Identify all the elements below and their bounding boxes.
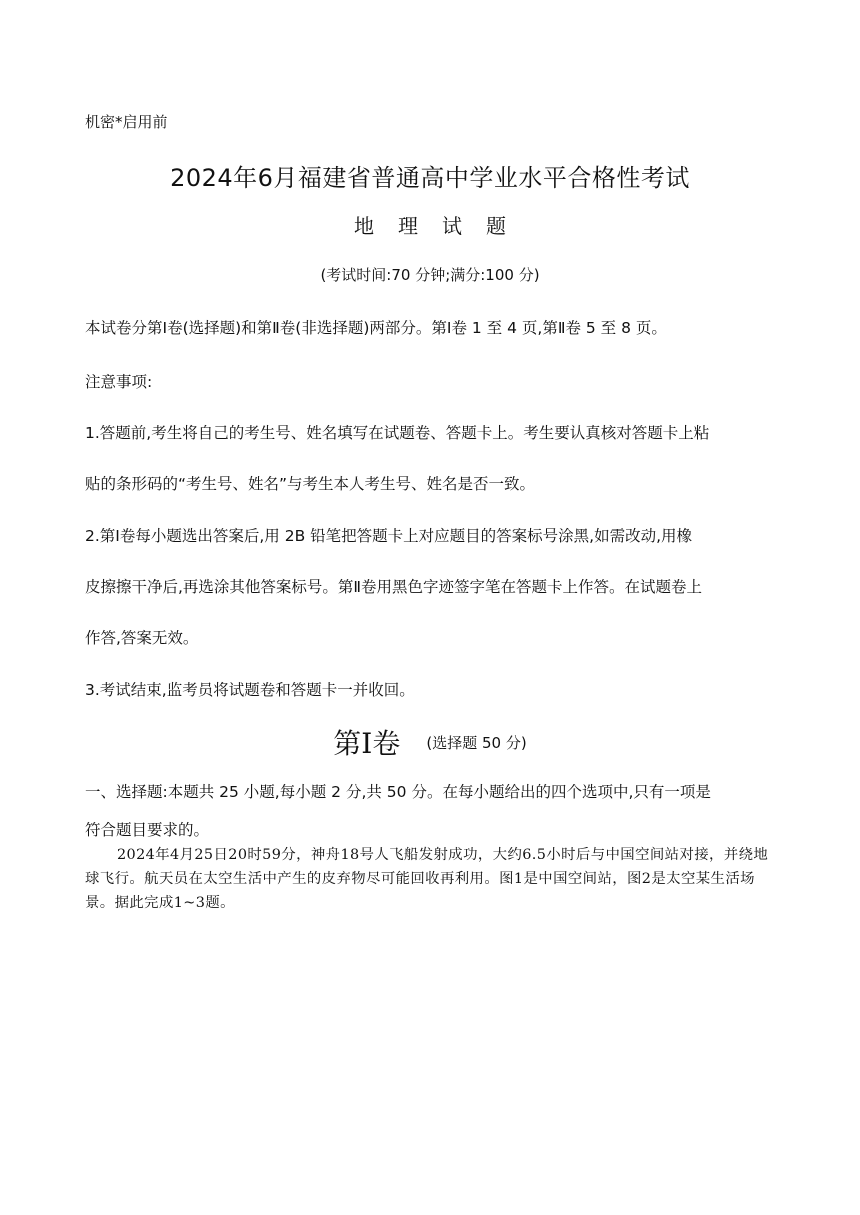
section-subtitle: (选择题 50 分)	[426, 733, 527, 752]
exam-title: 2024年6月福建省普通高中学业水平合格性考试	[170, 164, 690, 192]
instruction-line-2: 符合题目要求的。	[85, 821, 210, 839]
subject-char: 地	[354, 214, 374, 238]
section-heading	[0, 722, 860, 762]
notice-heading: 注意事项:	[85, 373, 153, 391]
notice-item-1-line-2: 贴的条形码的“考生号、姓名”与考生本人考生号、姓名是否一致。	[85, 475, 536, 493]
notice-item-2-line-2: 皮擦擦干净后,再选涂其他答案标号。第Ⅱ卷用黑色字迹签字笔在答题卡上作答。在试题卷上	[85, 578, 703, 596]
section-title: 第Ⅰ卷	[333, 727, 401, 760]
notice-item-2-line-1: 2.第Ⅰ卷每小题选出答案后,用 2B 铅笔把答题卡上对应题目的答案标号涂黑,如需改动,用橡	[85, 527, 692, 545]
paper-structure-text: 本试卷分第Ⅰ卷(选择题)和第Ⅱ卷(非选择题)两部分。第Ⅰ卷 1 至 4 页,第Ⅱ卷 5 至 8 页。	[85, 319, 667, 337]
notice-item-2-line-3: 作答,答案无效。	[85, 629, 199, 647]
subject-char: 题	[486, 214, 506, 238]
exam-info: (考试时间:70 分钟;满分:100 分)	[320, 266, 540, 284]
notice-item-3-line-1: 3.考试结束,监考员将试题卷和答题卡一并收回。	[85, 681, 415, 699]
notice-item-1-line-1: 1.答题前,考生将自己的考生号、姓名填写在试题卷、答题卡上。考生要认真核对答题卡上粘	[85, 424, 710, 442]
subject-char: 理	[398, 214, 418, 238]
instruction-line-1: 一、选择题:本题共 25 小题,每小题 2 分,共 50 分。在每小题给出的四个选项中,只有一项是	[85, 783, 711, 801]
subject-title	[0, 210, 860, 239]
confidential-label: 机密*启用前	[85, 113, 168, 131]
question-material: 2024年4月25日20时59分，神舟18号人飞船发射成功，大约6.5小时后与中国空间站对接，并绕地球飞行。航天员在太空生活中产生的皮弃物尽可能回收再利用。图1是中国空间站，图2是太空某生活场景。据此完成1~3题。	[85, 847, 769, 911]
subject-char: 试	[442, 214, 462, 238]
